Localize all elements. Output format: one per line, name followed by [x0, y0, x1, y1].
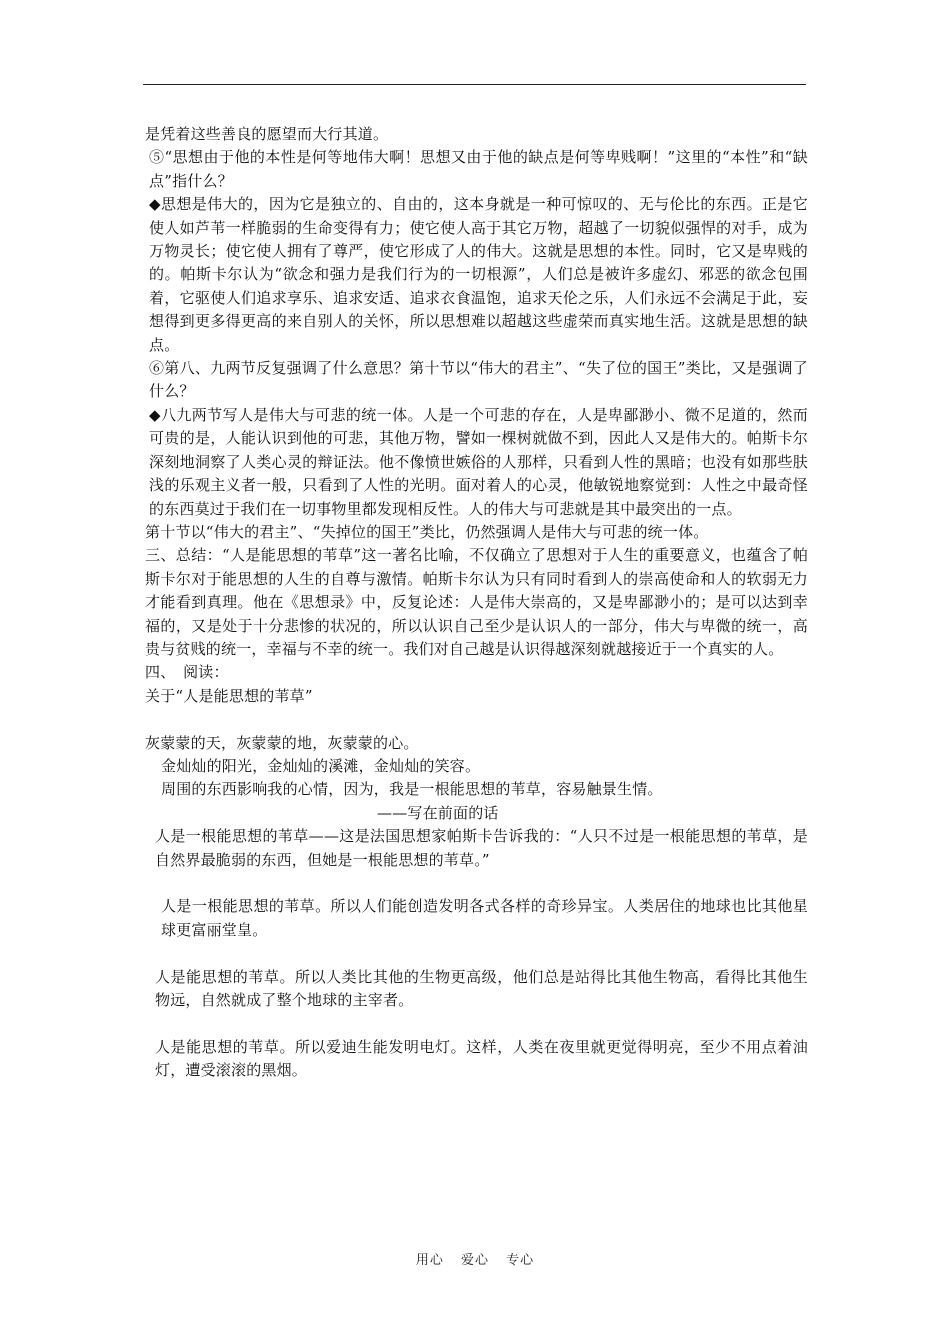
poem-line: 周围的东西影响我的心情，因为，我是一根能思想的苇草，容易触景生情。	[161, 780, 663, 799]
question-5: ⑤“思想由于他的本性是何等地伟大啊！思想又由于他的缺点是何等卑贱啊！”这里的“本性”和“缺点”指什么？	[149, 148, 808, 190]
blank-line	[145, 872, 808, 895]
question-6: ⑥第八、九两节反复强调了什么意思？第十节以“伟大的君主”、“失了位的国王”类比，又是强调了什么？	[149, 359, 808, 401]
footer-item: 专心	[506, 1253, 535, 1268]
poem-line: 灰蒙蒙的天，灰蒙蒙的地，灰蒙蒙的心。	[145, 733, 419, 752]
paragraph: 第十节以“伟大的君主”、“失掉位的国王”类比，仍然强调人是伟大与可悲的统一体。	[145, 522, 709, 541]
paragraph: 是凭着这些善良的愿望而大行其道。	[145, 125, 389, 143]
poem-line: 金灿灿的阳光，金灿灿的溪滩，金灿灿的笑容。	[161, 756, 481, 775]
paragraph: 人是能思想的苇草。所以爱迪生能发明电灯。这样，人类在夜里就更觉得明亮，至少不用点着油灯，遭受滚滚的黑烟。	[155, 1037, 808, 1080]
paragraph: 人是一根能思想的苇草——这是法国思想家帕斯卡告诉我的：“人只不过是一根能思想的苇草，是自然界最脆弱的东西，但她是一根能思想的苇草。”	[155, 827, 808, 869]
blank-line	[145, 942, 808, 965]
document-body	[145, 123, 808, 1083]
footer-item: 爱心	[460, 1253, 489, 1268]
blank-line	[145, 708, 808, 731]
paragraph: 人是能思想的苇草。所以人类比其他的生物更高级，他们总是站得比其他生物高，看得比其他生物远，自然就成了整个地球的主宰者。	[155, 967, 808, 1009]
answer-5: ◆思想是伟大的，因为它是独立的、自由的，这本身就是一种可惊叹的、无与伦比的东西。正是它使人如芦苇一样脆弱的生命变得有力；使它使人高于其它万物，超越了一切貌似强悍的对手，成为万物灵长；使它使人拥有了尊严，使它形成了人的伟大。这就是思想的本性。同时，它又是卑贱的的。帕斯卡尔认为“欲念和强力是我们行为的一切根源”，人们总是被许多虚幻、邪恶的欲念包围着，它驱使人们追求享乐、追求安适、追求衣食温饱，追求天伦之乐，人们永远不会满足于此，妄想得到更多得更高的来自别人的关怀，所以思想难以超越这些虚荣而真实地生活。这就是思想的缺点。	[149, 195, 808, 354]
page-footer	[0, 1249, 950, 1268]
reading-heading: 四、 阅读：	[145, 663, 229, 682]
reading-title: 关于“人是能思想的苇草”	[145, 686, 313, 705]
paragraph: 人是一根能思想的苇草。所以人们能创造发明各式各样的奇珍异宝。人类居住的地球也比其他星球更富丽堂皇。	[161, 897, 808, 939]
footer-item: 用心	[415, 1253, 444, 1268]
summary-section: 三、总结：“人是能思想的苇草”这一著名比喻，不仅确立了思想对于人生的重要意义，也蕴含了帕斯卡尔对于能思想的人生的自尊与激情。帕斯卡尔认为只有同时看到人的崇高使命和人的软弱无力才能看到真理。他在《思想录》中，反复论述：人是伟大崇高的，又是卑鄙渺小的；是可以达到幸福的，又是处于十分悲惨的状况的，所以认识自己至少是认识人的一部分，伟大与卑微的统一，高贵与贫贱的统一，幸福与不幸的统一。我们对自己越是认识得越深刻就越接近于一个真实的人。	[145, 546, 808, 658]
header-rule	[143, 84, 806, 85]
answer-6: ◆八九两节写人是伟大与可悲的统一体。人是一个可悲的存在，人是卑鄙渺小、微不足道的，然而可贵的是，人能认识到他的可悲，其他万物，譬如一棵树就做不到，因此人又是伟大的。帕斯卡尔深刻地洞察了人类心灵的辩证法。他不像愤世嫉俗的人那样，只看到人性的黑暗；也没有如那些肤浅的乐观主义者一般，只看到了人性的光明。面对着人的心灵，他敏锐地察觉到：人性之中最奇怪的东西莫过于我们在一切事物里都发现相反性。人的伟大与可悲就是其中最突出的一点。	[149, 405, 808, 518]
poem-attribution: ——写在前面的话	[377, 803, 499, 822]
blank-line	[145, 1012, 808, 1035]
